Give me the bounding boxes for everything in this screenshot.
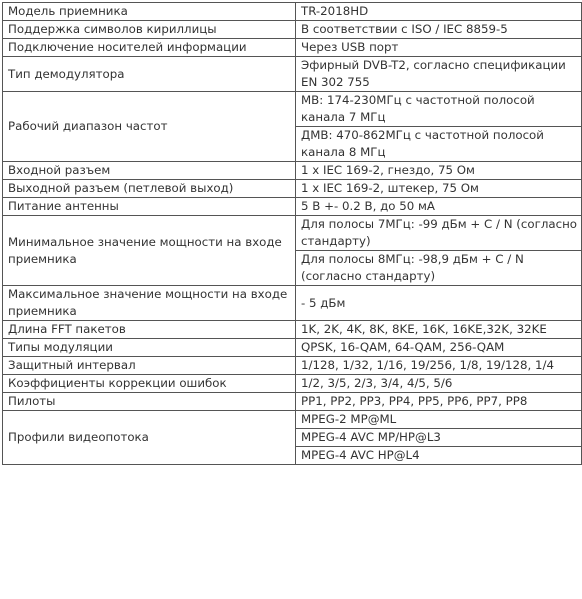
spec-label: Пилоты <box>3 393 296 411</box>
spec-value: Эфирный DVB-T2, согласно спецификации EN 302 755 <box>296 57 582 92</box>
spec-value: ДМВ: 470-862МГц с частотной полосой канала 8 МГц <box>296 127 582 162</box>
spec-label: Типы модуляции <box>3 339 296 357</box>
spec-label: Питание антенны <box>3 198 296 216</box>
spec-value: MPEG-2 MP@ML <box>296 411 582 429</box>
table-row <box>3 180 582 198</box>
spec-value: МВ: 174-230МГц с частотной полосой канала 7 МГц <box>296 92 582 127</box>
spec-label: Рабочий диапазон частот <box>3 92 296 162</box>
spec-value: Для полосы 8МГц: -98,9 дБм + C / N (согласно стандарту) <box>296 251 582 286</box>
table-row <box>3 198 582 216</box>
table-row <box>3 3 582 21</box>
table-row <box>3 162 582 180</box>
spec-label: Защитный интервал <box>3 357 296 375</box>
table-row <box>3 375 582 393</box>
spec-value: В соответствии с ISO / IEC 8859-5 <box>296 21 582 39</box>
spec-value: 1/2, 3/5, 2/3, 3/4, 4/5, 5/6 <box>296 375 582 393</box>
spec-label: Максимальное значение мощности на входе приемника <box>3 286 296 321</box>
spec-value: TR-2018HD <box>296 3 582 21</box>
spec-label: Коэффициенты коррекции ошибок <box>3 375 296 393</box>
table-row <box>3 411 582 429</box>
spec-value: Через USB порт <box>296 39 582 57</box>
spec-value: MPEG-4 AVC HP@L4 <box>296 447 582 465</box>
table-row <box>3 57 582 92</box>
spec-value: PP1, PP2, PP3, PP4, PP5, PP6, PP7, PP8 <box>296 393 582 411</box>
spec-label: Входной разъем <box>3 162 296 180</box>
table-row <box>3 357 582 375</box>
spec-label: Подключение носителей информации <box>3 39 296 57</box>
spec-value: 1K, 2K, 4K, 8K, 8KE, 16K, 16KE,32K, 32KE <box>296 321 582 339</box>
table-row <box>3 286 582 321</box>
table-row <box>3 39 582 57</box>
spec-label: Минимальное значение мощности на входе приемника <box>3 216 296 286</box>
spec-label: Длина FFT пакетов <box>3 321 296 339</box>
spec-value: 5 В +- 0.2 В, до 50 мА <box>296 198 582 216</box>
spec-value: Для полосы 7МГц: -99 дБм + C / N (согласно стандарту) <box>296 216 582 251</box>
spec-value: - 5 дБм <box>296 286 582 321</box>
table-row <box>3 321 582 339</box>
table-row <box>3 339 582 357</box>
specifications-table-body <box>3 3 582 465</box>
spec-label: Профили видеопотока <box>3 411 296 465</box>
table-row <box>3 92 582 127</box>
spec-label: Выходной разъем (петлевой выход) <box>3 180 296 198</box>
spec-value: 1 x IEC 169-2, гнездо, 75 Ом <box>296 162 582 180</box>
spec-value: QPSK, 16-QAM, 64-QAM, 256-QAM <box>296 339 582 357</box>
spec-label: Модель приемника <box>3 3 296 21</box>
spec-label: Поддержка символов кириллицы <box>3 21 296 39</box>
spec-label: Тип демодулятора <box>3 57 296 92</box>
spec-value: 1 x IEC 169-2, штекер, 75 Ом <box>296 180 582 198</box>
spec-value: 1/128, 1/32, 1/16, 19/256, 1/8, 19/128, 1/4 <box>296 357 582 375</box>
table-row <box>3 216 582 251</box>
table-row <box>3 393 582 411</box>
specifications-table <box>2 2 582 465</box>
spec-value: MPEG-4 AVC MP/HP@L3 <box>296 429 582 447</box>
table-row <box>3 21 582 39</box>
